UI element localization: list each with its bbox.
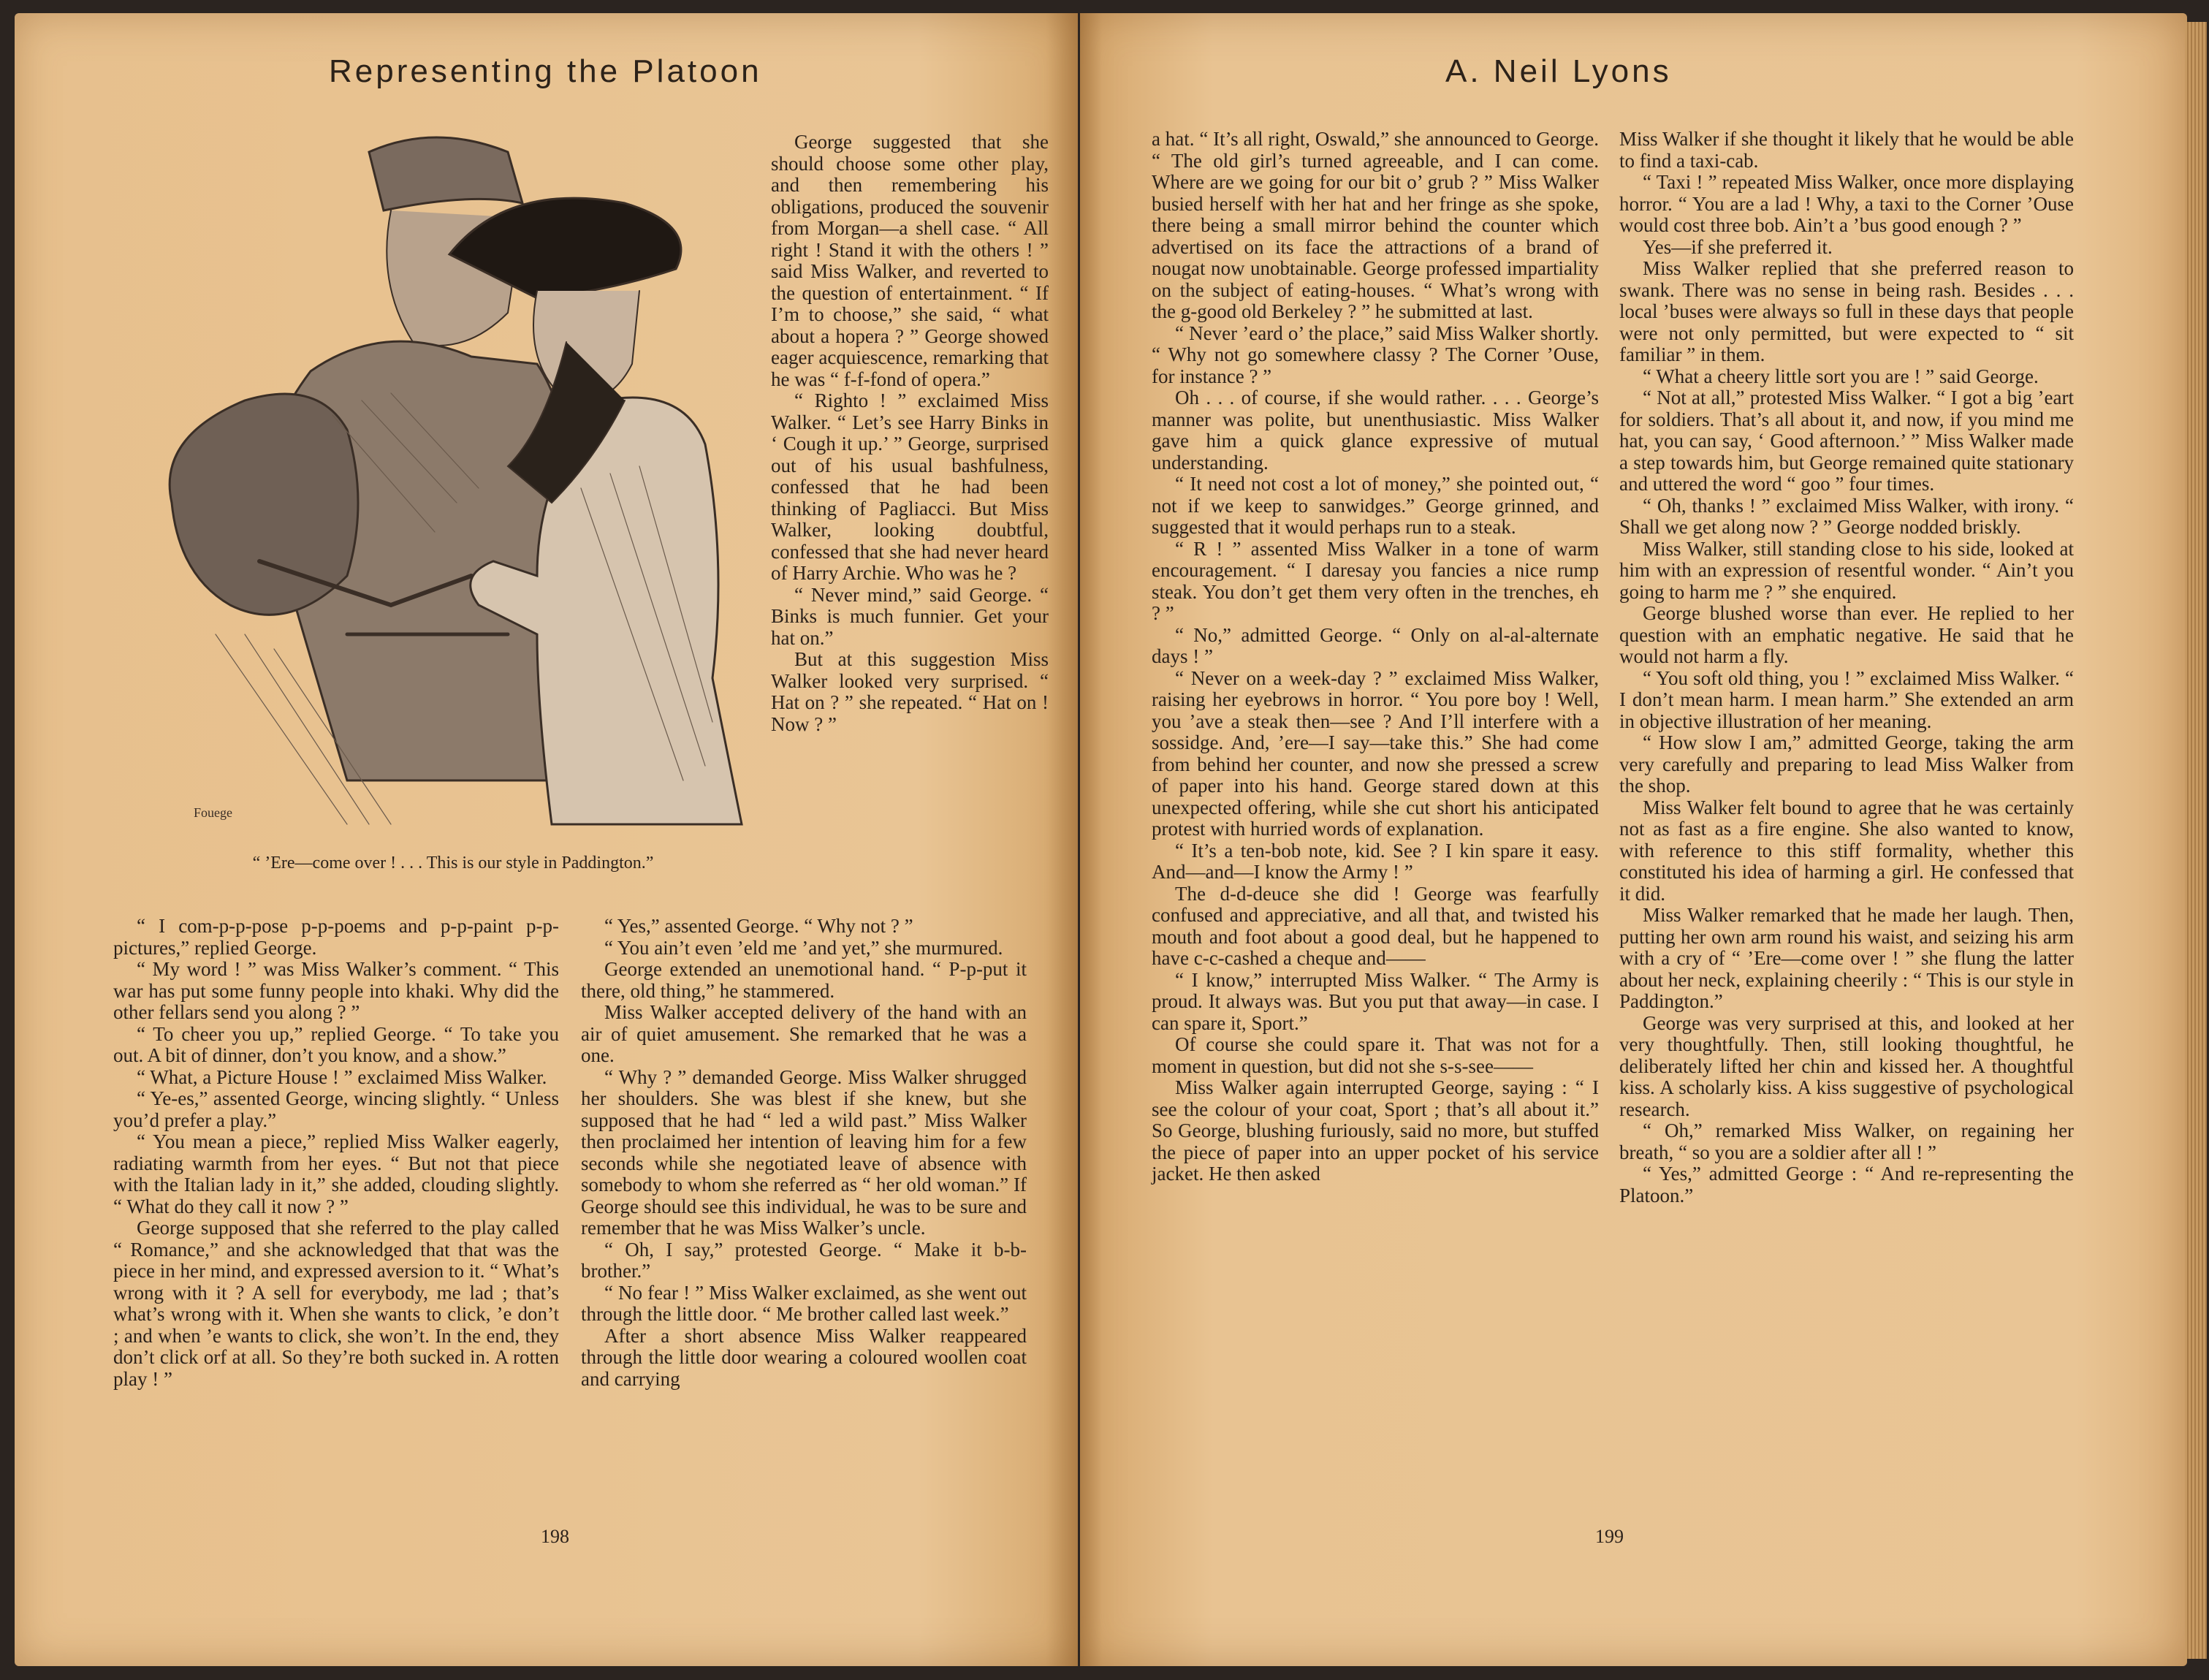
paragraph: After a short absence Miss Walker reappeared through the little door wearing a coloured woollen coat and carrying [581, 1324, 1027, 1390]
paragraph: Oh . . . of course, if she would rather. . . . George’s manner was polite, but unenthusiastic. Miss Walker gave him a quick glance expressive of mutual understanding. [1152, 387, 1599, 474]
running-header-right: A. Neil Lyons [1445, 53, 1672, 89]
paragraph: “ I know,” interrupted Miss Walker. “ The Army is proud. It always was. But you put that away—in case. I can spare it, Sport.” [1152, 968, 1599, 1034]
paragraph: George supposed that she referred to the play called “ Romance,” and she acknowledged that that was the piece in her mind, and expressed aversion to it. “ What’s wrong with it ? A sell for everybody, me lad ; that’s what’s wrong with it. When she wants to click, ’e don’t ; and when ’e wants to click, she won’t. In the end, they don’t click orf at all. So they’re both sucked in. A rotten play ! ” [113, 1217, 559, 1390]
paragraph: “ I com-p-p-pose p-p-poems and p-p-paint p-p-pictures,” replied George. [113, 915, 559, 959]
right-page [1080, 13, 2187, 1666]
paragraph: George suggested that she should choose some other play, and then remembering his obligations, produced the souvenir from Morgan—a shell case. “ All right ! Stand it with the others ! ” said Miss Walker, and reverted to the question of entertainment. “ If I’m to choose,” she said, “ what about a hopera ? ” George showed eager acquiescence, remarking that he was “ f-f-fond of opera.” [771, 131, 1049, 390]
paragraph: “ Oh, thanks ! ” exclaimed Miss Walker, with irony. “ Shall we get along now ? ” George nodded briskly. [1619, 494, 2074, 538]
paragraph: “ Not at all,” protested Miss Walker. “ I got a big ’eart for soldiers. That’s all about it, and now, if you mind me hat, you can say, ‘ Good afternoon.’ ” Miss Walker made a step towards him, but George remained quite stationary and uttered the word “ goo ” four times. [1619, 387, 2074, 495]
paragraph: Miss Walker replied that she preferred reason to swank. There was no sense in being rash. Besides . . . local ’buses were always so full in these days that people were not only permitted, but were expected to “ sit familiar ” in them. [1619, 257, 2074, 365]
paragraph: “ Yes,” assented George. “ Why not ? ” [604, 915, 913, 937]
left-page [15, 13, 1078, 1666]
paragraph: “ It need not cost a lot of money,” she pointed out, “ not if we keep to sanwidges.” George grinned, and suggested that it would perhaps run to a steak. [1152, 473, 1599, 538]
paragraph: “ You soft old thing, you ! ” exclaimed Miss Walker. “ I don’t mean harm. I mean harm.” She extended an arm in objective illustration of her meaning. [1619, 666, 2074, 732]
paragraph: “ My word ! ” was Miss Walker’s comment. “ This war has put some funny people into khaki. Why did the other fellars send you along ? ” [113, 958, 559, 1023]
illustration-caption: “ ’Ere—come over ! . . . This is our style in Paddington.” [252, 854, 654, 873]
illustration-soldier-and-woman [128, 123, 771, 839]
paragraph: “ Why ? ” demanded George. Miss Walker shrugged her shoulders. She was blest if she knew, but she supposed that he had “ led a wild past.” Miss Walker then proclaimed her intention of leaving him for a few seconds while she negotiated leave of absence with somebody to whom she referred as “ her old woman.” If George should see this individual, he was to be sure and remember that he was Miss Walker’s uncle. [581, 1065, 1027, 1239]
paragraph: “ R ! ” assented Miss Walker in a tone of warm encouragement. “ I daresay you fancies a nice rump steak. You don’t get them very often in the trenches, eh ? ” [1152, 537, 1599, 624]
paragraph: Miss Walker, still standing close to his side, looked at him with an expression of resentful wonder. “ Ain’t you going to harm me ? ” she enquired. [1619, 537, 2074, 603]
running-header-left: Representing the Platoon [329, 53, 762, 89]
paragraph: “ What, a Picture House ! ” exclaimed Miss Walker. [137, 1065, 547, 1088]
paragraph: George was very surprised at this, and looked at her very thoughtfully. Then, still looking thoughtful, he deliberately lifted her chin and kissed her. A thoughtful kiss. A scholarly kiss. A kiss suggestive of psychological research. [1619, 1011, 2074, 1120]
page-block-edge [2185, 22, 2207, 1659]
paragraph: “ You ain’t even ’eld me ’and yet,” she murmured. [604, 936, 1003, 959]
paragraph: Miss Walker again interrupted George, saying : “ I see the colour of your coat, Sport ; that’s all about it.” So George, blushing furiously, said no more, but stuffed the piece of paper into an upper pocket of his service jacket. He then asked [1152, 1076, 1599, 1185]
text-column-left [1152, 129, 1599, 1185]
paragraph: “ Never on a week-day ? ” exclaimed Miss Walker, raising her eyebrows in horror. “ You pore boy ! Well, you ’ave a steak then—see ? And I’ll interfere with a sossidge. And, ’ere—I say—take this.” She had come from behind her counter, and now she pressed a screw of paper into his hand. George stared down at this unexpected offering, while she cut short his anticipated protest with hurried words of explanation. [1152, 666, 1599, 840]
text-column-right-bottom [581, 916, 1027, 1390]
paragraph: Yes—if she preferred it. [1643, 235, 1833, 258]
paragraph: “ Never ’eard o’ the place,” said Miss Walker shortly. “ Why not go somewhere classy ? The Corner ’Ouse, for instance ? ” [1152, 322, 1599, 387]
paragraph: “ Yes,” admitted George : “ And re-representing the Platoon.” [1619, 1163, 2074, 1206]
paragraph: But at this suggestion Miss Walker looked very surprised. “ Hat on ? ” she repeated. “ Hat on ! Now ? ” [771, 648, 1049, 735]
paragraph: “ How slow I am,” admitted George, taking the arm very carefully and preparing to lead Miss Walker from the shop. [1619, 731, 2074, 797]
page-number-right: 199 [1595, 1526, 1624, 1547]
paragraph: Miss Walker accepted delivery of the hand with an air of quiet amusement. She remarked that he was a one. [581, 1001, 1027, 1066]
paragraph: “ You mean a piece,” replied Miss Walker eagerly, radiating warmth from her eyes. “ But not that piece with the Italian lady in it,” she added, clouding slightly. “ What do they call it now ? ” [113, 1130, 559, 1217]
text-column-left-bottom [113, 916, 559, 1390]
paragraph: George blushed worse than ever. He replied to her question with an emphatic negative. He said that he would not harm a fly. [1619, 602, 2074, 667]
paragraph: “ Oh, I say,” protested George. “ Make it b-b-brother.” [581, 1238, 1027, 1282]
paragraph: “ No,” admitted George. “ Only on al-al-alternate days ! ” [1152, 623, 1599, 667]
paragraph: “ Never mind,” said George. “ Binks is much funnier. Get your hat on.” [771, 583, 1049, 649]
paragraph: Miss Walker if she thought it likely that he would be able to find a taxi-cab. [1619, 128, 2074, 172]
paragraph: a hat. “ It’s all right, Oswald,” she announced to George. “ The old girl’s turned agreeable, and I can come. Where are we going for our bit o’ grub ? ” Miss Walker busied herself with her hat and her fringe as she spoke, there being a small mirror behind the counter which advertised on its face the attractions of a brand of nougat now unobtainable. George professed impartiality on the subject of eating-houses. “ What’s wrong with the g-good old Berkeley ? ” he submitted at last. [1152, 128, 1599, 322]
paragraph: Of course she could spare it. That was not for a moment in question, but did not she s-s-see—— [1152, 1033, 1599, 1077]
paragraph: “ Oh,” remarked Miss Walker, on regaining her breath, “ so you are a soldier after all ! ” [1619, 1120, 2074, 1163]
paragraph: “ To cheer you up,” replied George. “ To take you out. A bit of dinner, don’t you know, and a show.” [113, 1022, 559, 1066]
page-number-left: 198 [541, 1526, 569, 1547]
paragraph: “ Taxi ! ” repeated Miss Walker, once more displaying horror. “ You are a lad ! Why, a taxi to the Corner ’Ouse would cost three bob. Ain’t a ’bus good enough ? ” [1619, 171, 2074, 236]
paragraph: The d-d-deuce she did ! George was fearfully confused and appreciative, and all that, and twisted his mouth and foot about a good deal, but he happened to have c-c-cashed a cheque and—— [1152, 882, 1599, 969]
paragraph: “ What a cheery little sort you are ! ” said George. [1643, 365, 2039, 387]
paragraph: “ It’s a ten-bob note, kid. See ? I kin spare it easy. And—and—I know the Army ! ” [1152, 839, 1599, 883]
paragraph: George extended an unemotional hand. “ P-p-put it there, old thing,” he stammered. [581, 958, 1027, 1002]
paragraph: “ Righto ! ” exclaimed Miss Walker. “ Let’s see Harry Binks in ‘ Cough it up.’ ” George, surprised out of his usual bashfulness, confessed that he had been thinking of Pagliacci. But Miss Walker, looking doubtful, confessed that she had never heard of Harry Archie. Who was he ? [771, 389, 1049, 584]
paragraph: Miss Walker remarked that he made her laugh. Then, putting her own arm round his waist, and seizing his arm with a cry of “ ’Ere—come over ! ” she flung the latter about her neck, explaining cheerily : “ This is our style in Paddington.” [1619, 904, 2074, 1012]
paragraph: “ No fear ! ” Miss Walker exclaimed, as she went out through the little door. “ Me brother called last week.” [581, 1281, 1027, 1325]
text-column-right-top [771, 132, 1049, 735]
paragraph: Miss Walker felt bound to agree that he was certainly not as fast as a fire engine. She also wanted to know, with reference to this stiff formality, whether this constituted his idea of harming a girl. He confessed that it did. [1619, 796, 2074, 905]
paragraph: “ Ye-es,” assented George, wincing slightly. “ Unless you’d prefer a play.” [113, 1087, 559, 1131]
text-column-right [1619, 129, 2074, 1206]
illustration-signature: Fouege [194, 805, 232, 820]
